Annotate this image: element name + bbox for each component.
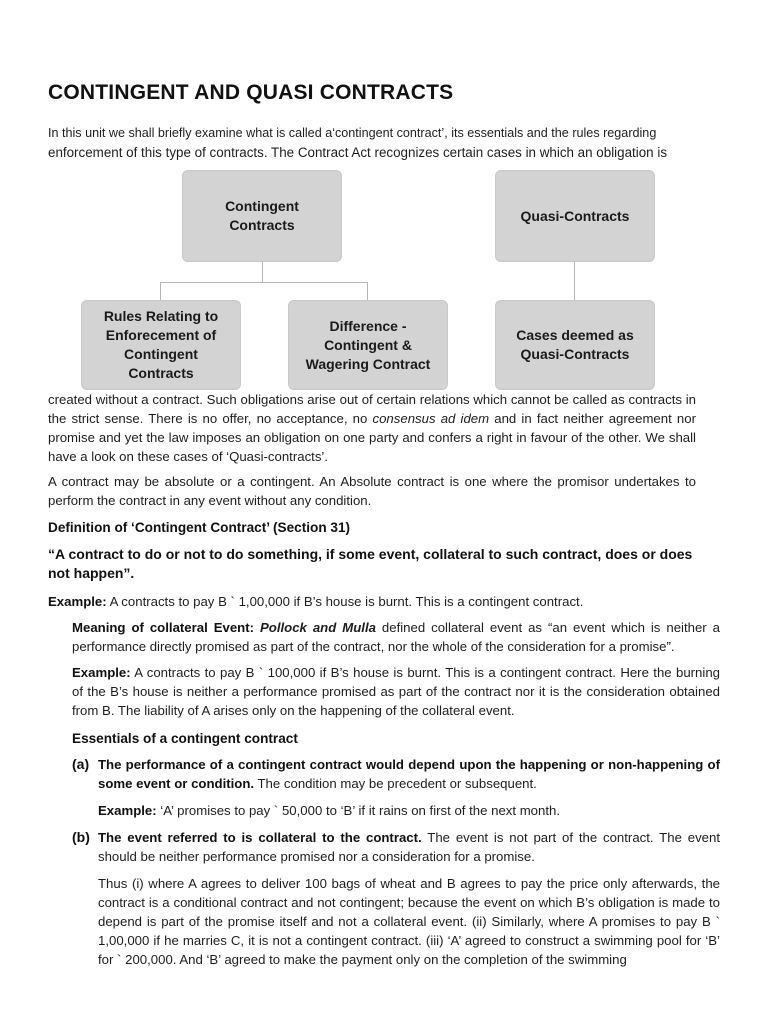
example-1-text: A contracts to pay B ` 1,00,000 if B’s house is burnt. This is a contingent contract. [106,594,584,609]
connector-right-drop [367,282,368,301]
example-2-label: Example: [72,665,131,680]
collateral-text: defined collateral event as “an event which is neither a performance directly promised as part of the contract, nor the whole of the consideration for a promise”. [72,620,720,654]
collateral-authors: Pollock and Mulla [259,620,376,635]
item-a-rest: The condition may be precedent or subsequent. [254,776,537,791]
item-b-text [98,828,720,866]
after-diagram-text-2: and in fact neither agreement nor promise and yet the law imposes an obligation on one party and confers a right in favour of the other. We shall have a look on these cases of ‘Quasi-contracts’. [48,411,696,464]
thus-paragraph: Thus (i) where A agrees to deliver 100 bags of wheat and B agrees to pay the price only afterwards, the contract is a conditional contract and not contingent; because the event on which B’s obligation is made to depend is part of the promise itself and not a collateral event. (ii) Similarly, where A promises to pay B ` 1,00,000 if he marries C, it is not a contingent contract. (iii) ‘A’ agreed to construct a swimming pool for ‘B’ for ` 200,000. And ‘B’ agreed to make the payment only on the completion of the swimming [98,876,720,967]
essentials-heading: Essentials of a contingent contract [72,731,298,746]
example-3-label: Example: [98,803,157,818]
absolute-contract-paragraph: A contract may be absolute or a contingent. An Absolute contract is one where the promisor undertakes to perform the contract in any event without any condition. [48,474,696,508]
definition-heading: Definition of ‘Contingent Contract’ (Section 31) [48,520,351,535]
box-quasi-contracts [496,171,654,261]
box-rules-relating [82,301,240,389]
item-b-marker: (b) [72,829,90,845]
intro-line-1: In this unit we shall briefly examine what is called a‘contingent contract’, its essentials and the rules regarding [48,126,657,140]
after-diagram-text-1: created without a contract. Such obligations arise out of certain relations which cannot be called as contracts in the strict sense. There is no offer, no acceptance, no [48,392,696,426]
item-a-text [98,755,720,793]
after-diagram-paragraph [48,390,696,466]
connector-vertical-top [262,262,263,282]
box-difference-label: Difference - Contingent & Wagering Contract [305,317,431,372]
example-1 [48,592,708,611]
item-a-marker: (a) [72,756,90,772]
item-b-bold: The event referred to is collateral to the contract. [98,830,422,845]
box-contingent-label: Contingent Contracts [225,198,299,233]
box-rules-label: Rules Relating to Enforecement of Contingent Contracts [103,308,219,381]
example-2 [72,663,720,720]
item-b-rest: The event is not part of the contract. The event should be neither performance promised nor a consideration for a promise. [98,830,720,864]
example-3 [98,801,720,820]
box-quasi-label: Quasi-Contracts [520,207,630,224]
connector-horizontal [160,282,368,283]
example-3-text: ‘A’ promises to pay ` 50,000 to ‘B’ if it rains on first of the next month. [156,803,561,818]
collateral-label: Meaning of collateral Event: [72,620,260,635]
box-cases-label: Cases deemed as Quasi-Contracts [516,327,634,362]
collateral-event-paragraph [72,618,720,656]
box-difference [289,301,447,389]
connector-left-drop [160,282,161,301]
after-diagram-italic: consensus ad idem [372,411,490,426]
box-cases-deemed [496,301,654,389]
intro-line-2: enforcement of this type of contracts. The Contract Act recognizes certain cases in which an obligation is [48,145,668,160]
box-contingent-contracts [183,171,341,261]
item-a-bold: The performance of a contingent contract would depend upon the happening or non-happening of some event or condition. [98,757,720,791]
example-2-text: A contracts to pay B ` 100,000 if B’s house is burnt. This is a contingent contract. Here the burning of the B’s house is neither a performance promised as part of the contract nor it is the consideration obtained from B. The liability of A arises only on the happening of the collateral event. [72,665,720,718]
connector-quasi-drop [574,262,575,301]
example-1-label: Example: [48,594,107,609]
definition-quote: “A contract to do or not to do something, if some event, collateral to such contract, does or does not happen”. [48,546,693,581]
page-title: CONTINGENT AND QUASI CONTRACTS [48,81,454,104]
